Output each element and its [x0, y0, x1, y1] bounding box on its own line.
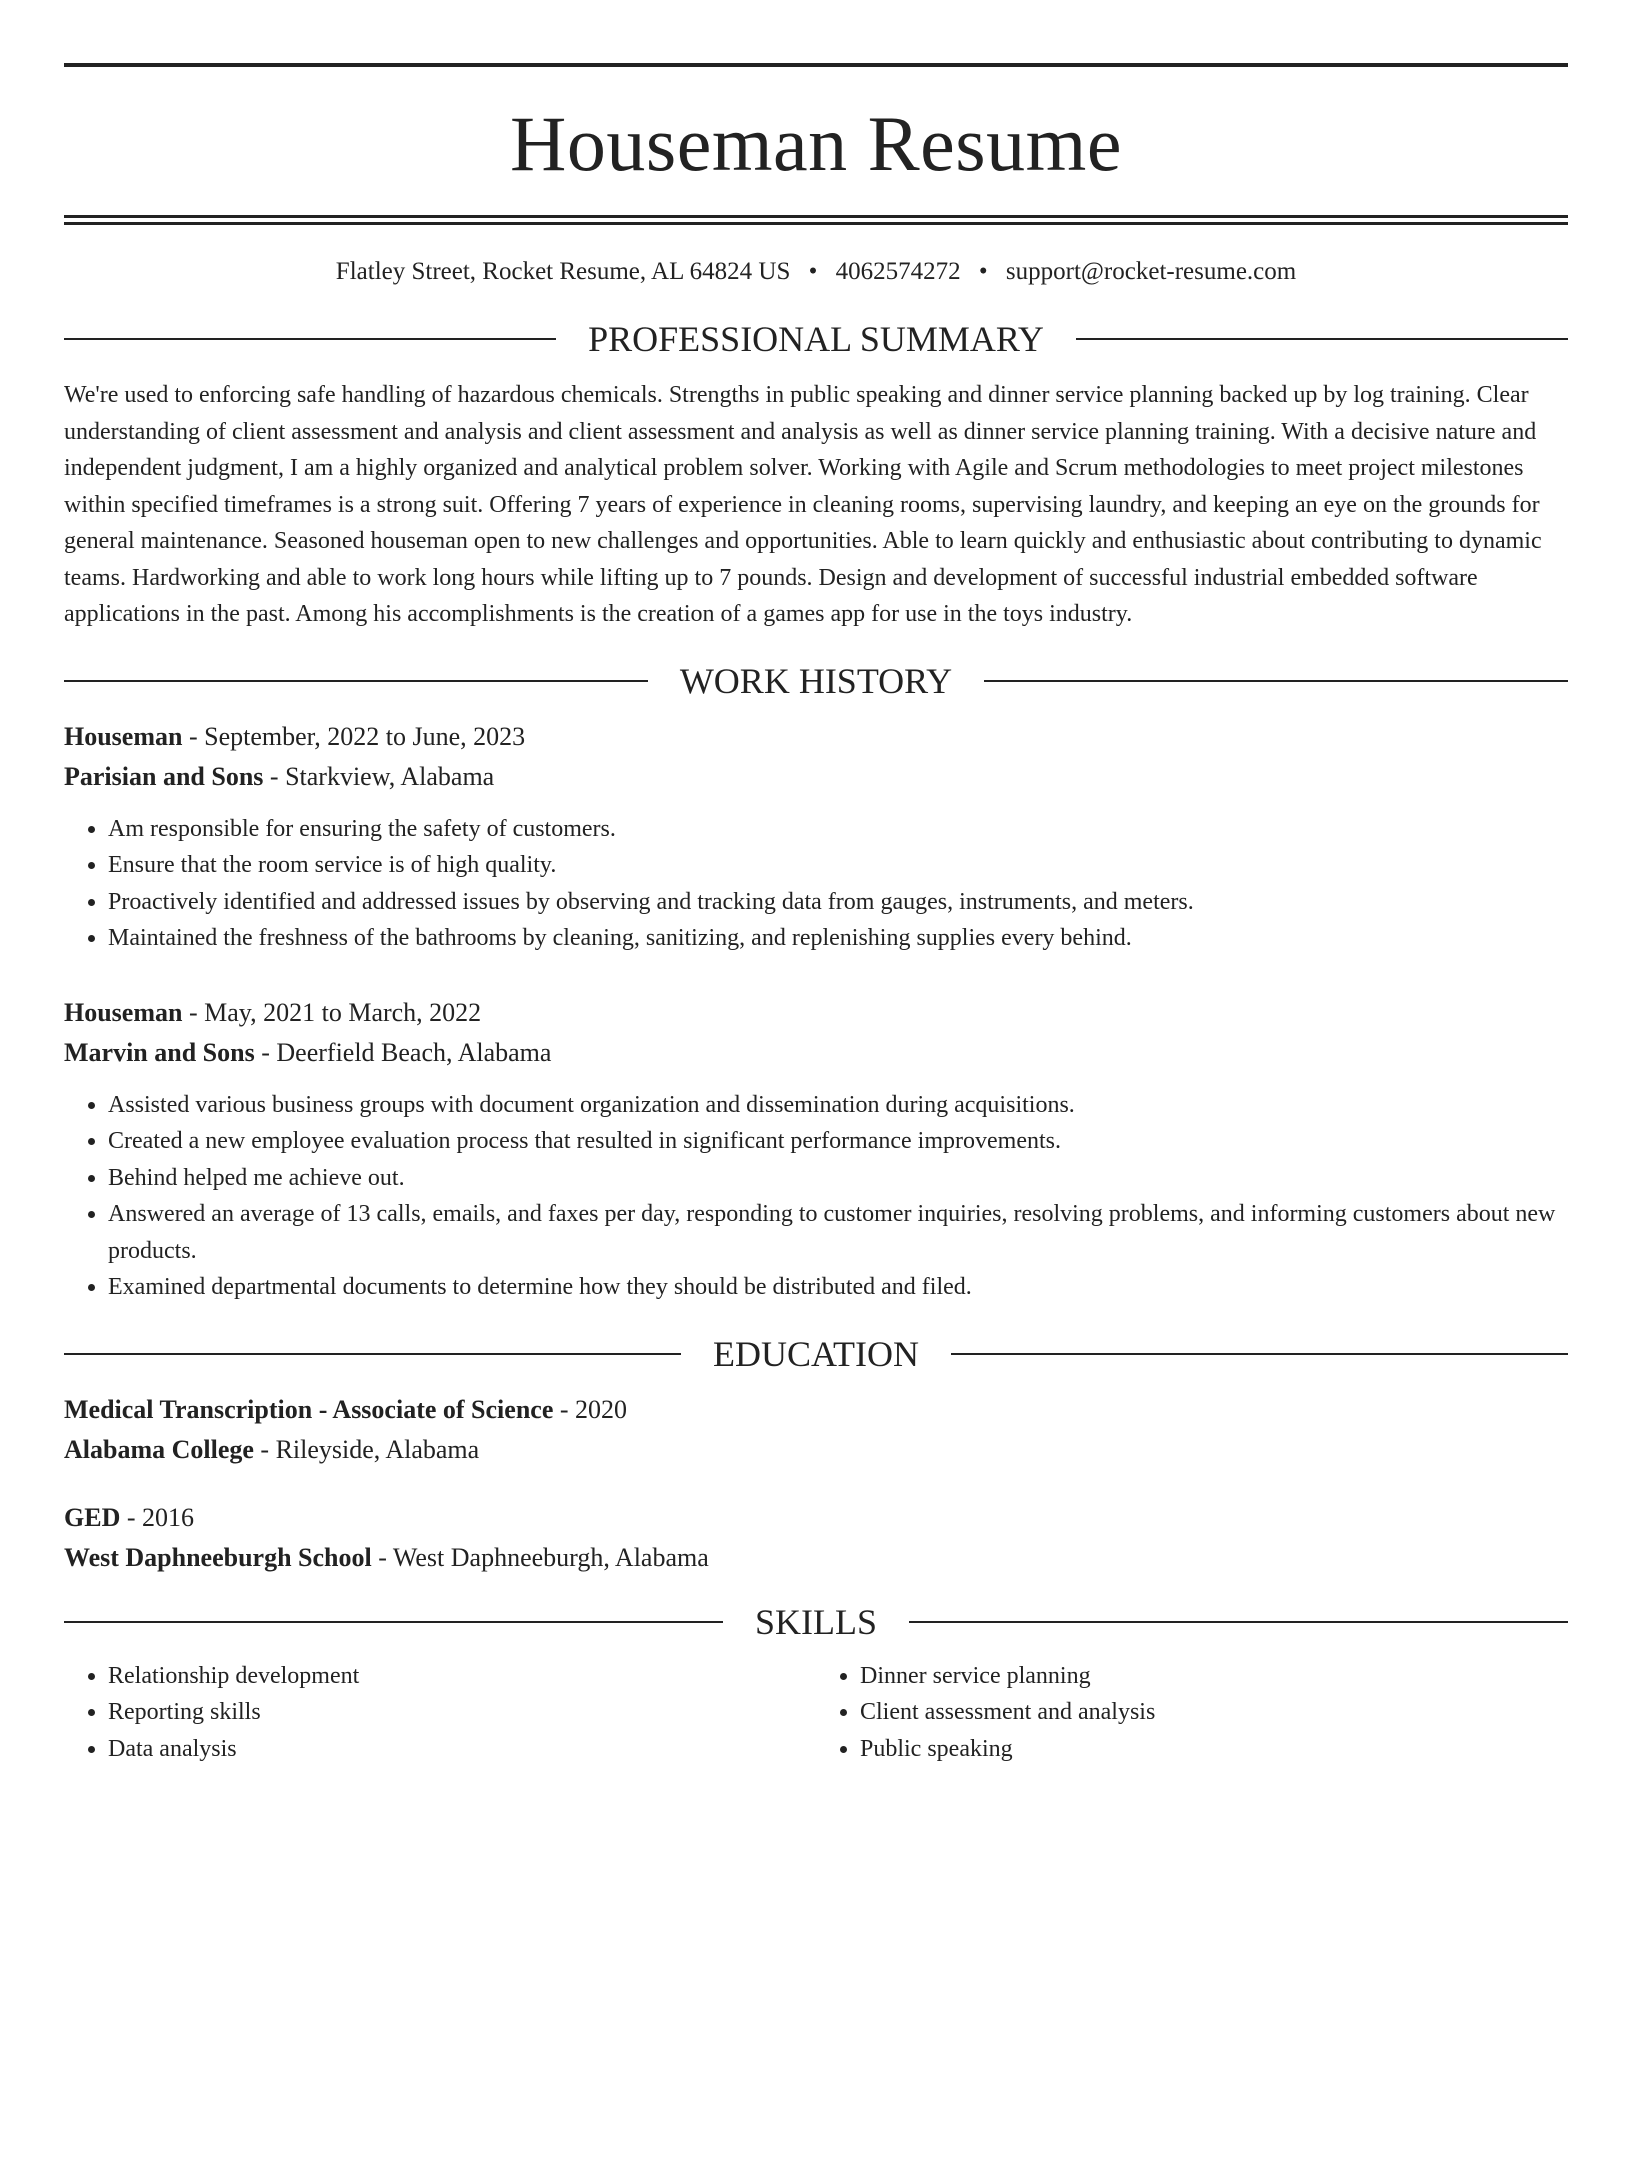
- heading-rule: [64, 680, 648, 682]
- job-title-line: [64, 993, 1568, 1033]
- heading-rule: [951, 1353, 1568, 1355]
- job-company-line: [64, 757, 1568, 797]
- skills-list: [64, 1658, 1568, 1768]
- degree-line: [64, 1498, 1568, 1538]
- top-rule: [64, 63, 1568, 67]
- education-entry: [64, 1498, 1568, 1578]
- heading-rule: [1076, 338, 1568, 340]
- summary-text: We're used to enforcing safe handling of hazardous chemicals. Strengths in public speaking and dinner service planning backed up by log training. Clear understanding of client assessment and analysis and client assessment and analysis as well as dinner service planning training. With a decisive nature and independent judgment, I am a highly organized and analytical problem solver. Working with Agile and Scrum methodologies to meet project milestones within specified timeframes is a strong suit. Offering 7 years of experience in cleaning rooms, supervising laundry, and keeping an eye on the grounds for general maintenance. Seasoned houseman open to new challenges and opportunities. Able to learn quickly and enthusiastic about contributing to dynamic teams. Hardworking and able to work long hours while lifting up to 7 pounds. Design and development of successful industrial embedded software applications in the past. Among his accomplishments is the creation of a games app for use in the toys industry.: [64, 382, 1542, 627]
- job-location: - Deerfield Beach, Alabama: [254, 1037, 552, 1067]
- list-item: • Examined departmental documents to determine how they should be distributed and filed.: [108, 1269, 1568, 1306]
- heading-rule: [64, 1353, 681, 1355]
- skill-item: • Reporting skills: [108, 1694, 816, 1731]
- job-dates: - May, 2021 to March, 2022: [182, 997, 482, 1027]
- list-item: • Proactively identified and addressed issues by observing and tracking data from gauges, instruments, and meters.: [108, 884, 1568, 921]
- section-title: PROFESSIONAL SUMMARY: [588, 319, 1044, 359]
- job-company-line: [64, 1033, 1568, 1073]
- heading-rule: [64, 1621, 723, 1623]
- skills-column-left: [64, 1658, 816, 1768]
- job-dates: - September, 2022 to June, 2023: [182, 721, 526, 751]
- job-title: Houseman: [64, 997, 183, 1027]
- contact-separator: •: [978, 258, 988, 285]
- contact-address: Flatley Street, Rocket Resume, AL 64824 US: [335, 258, 791, 285]
- school-line: [64, 1430, 1568, 1470]
- contact-phone: 4062574272: [835, 258, 961, 285]
- degree-year: - 2016: [120, 1502, 195, 1532]
- list-item: • Maintained the freshness of the bathrooms by cleaning, sanitizing, and replenishing supplies every behind.: [108, 920, 1568, 957]
- school: Alabama College: [64, 1434, 254, 1464]
- job-location: - Starkview, Alabama: [263, 761, 495, 791]
- section-heading-work: [64, 660, 1568, 701]
- degree-line: [64, 1390, 1568, 1430]
- list-item: • Created a new employee evaluation process that resulted in significant performance improvements.: [108, 1123, 1568, 1160]
- job-company: Marvin and Sons: [64, 1037, 255, 1067]
- job-bullets: [64, 811, 1568, 957]
- section-title: EDUCATION: [713, 1333, 919, 1374]
- skill-item: • Public speaking: [860, 1731, 1568, 1768]
- skill-item: • Dinner service planning: [860, 1658, 1568, 1695]
- heading-rule: [984, 680, 1568, 682]
- skill-item: • Client assessment and analysis: [860, 1694, 1568, 1731]
- job-entry: [64, 717, 1568, 957]
- job-entry: [64, 993, 1568, 1306]
- heading-rule: [64, 338, 556, 340]
- skill-item: • Data analysis: [108, 1731, 816, 1768]
- list-item: • Am responsible for ensuring the safety of customers.: [108, 811, 1568, 848]
- job-title: Houseman: [64, 721, 183, 751]
- section-title: WORK HISTORY: [679, 660, 953, 701]
- contact-email: support@rocket-resume.com: [1005, 258, 1297, 285]
- resume-title: Houseman Resume: [510, 100, 1122, 187]
- contact-line: [64, 257, 1568, 287]
- job-bullets: [64, 1087, 1568, 1306]
- job-company: Parisian and Sons: [64, 761, 264, 791]
- heading-rule: [909, 1621, 1568, 1623]
- list-item: • Assisted various business groups with document organization and dissemination during acquisitions.: [108, 1087, 1568, 1124]
- section-heading-summary: [64, 321, 1568, 357]
- school-line: [64, 1538, 1568, 1578]
- title-double-rule: [64, 215, 1568, 225]
- list-item: • Answered an average of 13 calls, emails, and faxes per day, responding to customer inquiries, resolving problems, and informing customers about new products.: [108, 1196, 1568, 1269]
- section-heading-skills: [64, 1601, 1568, 1642]
- job-title-line: [64, 717, 1568, 757]
- school-location: - Rileyside, Alabama: [253, 1434, 480, 1464]
- skill-item: • Relationship development: [108, 1658, 816, 1695]
- degree: Medical Transcription - Associate of Science: [64, 1394, 554, 1424]
- list-item: • Ensure that the room service is of high quality.: [108, 847, 1568, 884]
- list-item: • Behind helped me achieve out.: [108, 1160, 1568, 1197]
- contact-separator: •: [808, 258, 818, 285]
- degree: GED: [64, 1502, 121, 1532]
- degree-year: - 2020: [553, 1394, 628, 1424]
- skills-column-right: [816, 1658, 1568, 1768]
- school-location: - West Daphneeburgh, Alabama: [371, 1542, 709, 1572]
- section-heading-education: [64, 1333, 1568, 1374]
- school: West Daphneeburgh School: [64, 1542, 372, 1572]
- education-entry: [64, 1390, 1568, 1470]
- section-title: SKILLS: [755, 1601, 878, 1642]
- resume-page: [0, 63, 1632, 2175]
